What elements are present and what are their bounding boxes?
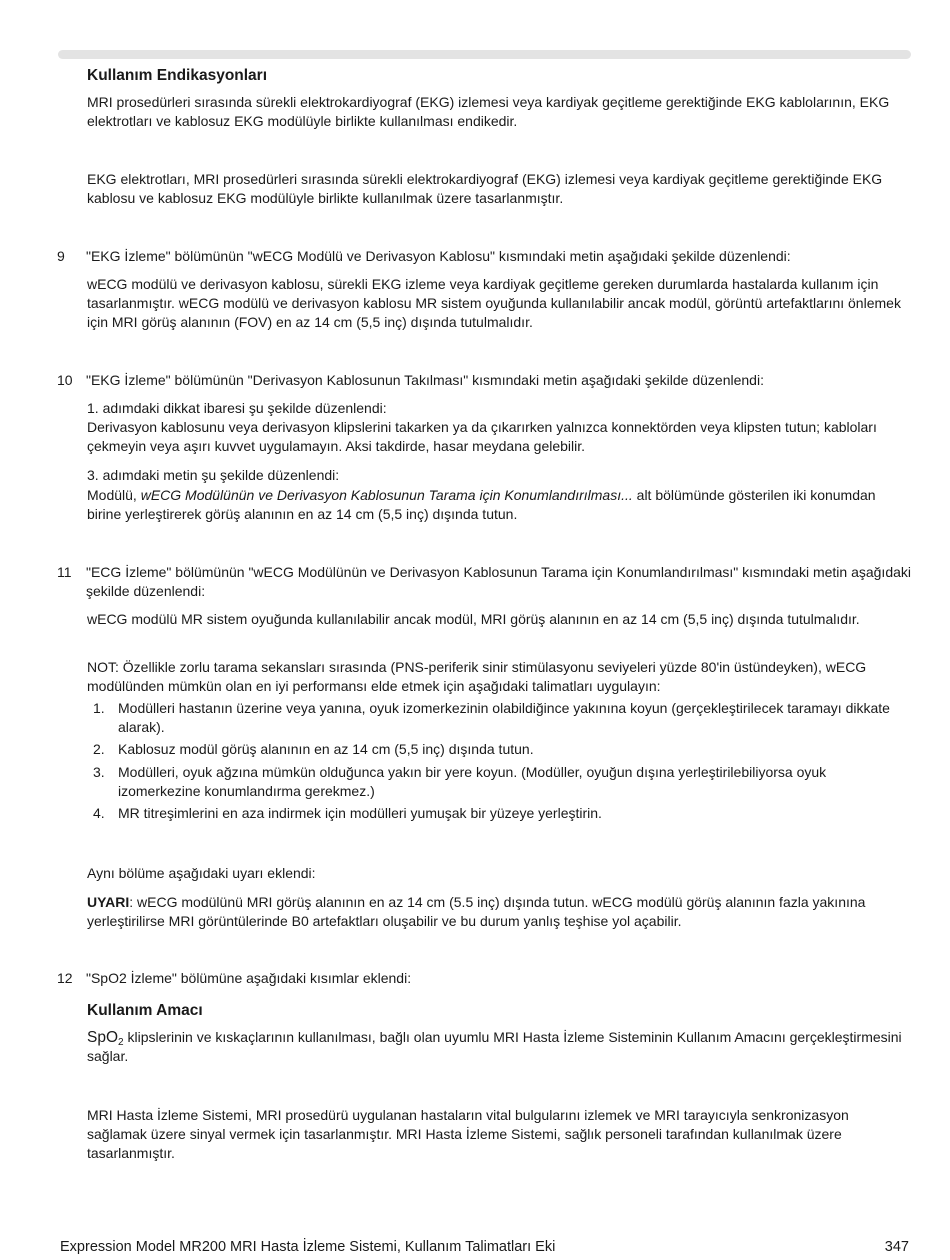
item-10-step1-text: Derivasyon kablosunu veya derivasyon klipslerini takarken ya da çıkarırken yalnızca konnektörden veya klipsten tutun; kabloları çekmeyin veya aşırı kuvvet uygulamayın. Aksi takdirde, hasar meydana gelebilir. <box>87 419 877 454</box>
item-11-note: NOT: Özellikle zorlu tarama sekansları sırasında (PNS-periferik sinir stimülasyonu seviyeleri yüzde 80'in üstündeyken), wECG modülünden mümkün olan en iyi performansı elde etmek için aşağıdaki talimatları uygulayın: <box>87 659 867 694</box>
paragraph-spo2-use: SpO$_2$ klipslerinin ve kıskaçlarının kullanılması, bağlı olan uyumlu MRI Hasta İzleme Sisteminin Kullanım Amacını gerçekleştirmesini sağlar. <box>87 1029 902 1064</box>
warning-text: UYARI: wECG modülünü MRI görüş alanının en az 14 cm (5.5 inç) dışında tutun. wECG modülü görüş alanının fazla yakınına yerleştirilirse MRI görüntülerinde B0 artefaktları oluşabilir ve bu durum yanlış teşhise yol açabilir. <box>87 894 866 929</box>
item-11-body: wECG modülü MR sistem oyuğunda kullanılabilir ancak modül, MRI görüş alanının en az 14 cm (5,5 inç) dışında tutulmalıdır. <box>87 611 860 627</box>
item-number-12: 12 <box>57 970 73 986</box>
item-10-step3-intro: 3. adımdaki metin şu şekilde düzenlendi: <box>87 467 340 483</box>
heading-intended-use: Kullanım Amacı <box>87 1002 203 1019</box>
footer-title: Expression Model MR200 MRI Hasta İzleme Sistemi, Kullanım Talimatları Eki <box>60 1239 556 1255</box>
item-number-11: 11 <box>57 564 72 580</box>
item-number-10: 10 <box>57 372 73 388</box>
paragraph-electrodes: EKG elektrotları, MRI prosedürleri sırasında sürekli elektrokardiyograf (EKG) izlemesi veya kardiyak geçitleme gerektiğinde EKG kablosu ve kablosuz EKG modülüyle birlikte kullanılmak üzere tasarlanmıştır. <box>87 171 883 206</box>
warning-label: UYARI <box>87 894 130 910</box>
item-10-step1-intro: 1. adımdaki dikkat ibaresi şu şekilde düzenlendi: <box>87 400 387 416</box>
heading-indications: Kullanım Endikasyonları <box>87 67 268 84</box>
paragraph-indications: MRI prosedürleri sırasında sürekli elektrokardiyograf (EKG) izlemesi veya kardiyak geçitleme gerektiğinde EKG kablolarının, EKG elektrotları ve kablosuz EKG modülüyle birlikte kullanılması endikedir. <box>87 94 890 129</box>
paragraph-monitoring-system: MRI Hasta İzleme Sistemi, MRI prosedürü uygulanan hastaların vital bulgularını izlemek ve MRI tarayıcıyla senkronizasyon sağlamak üzere sinyal vermek için tasarlanmıştır. MRI Hasta İzleme Sistemi, sağlık personeli tarafından kullanılmak üzere tasarlanmıştır. <box>87 1107 849 1161</box>
item-9-body: wECG modülü ve derivasyon kablosu, sürekli EKG izleme veya kardiyak geçitleme gereken durumlarda hastalarda kullanım için tasarlanmıştır. wECG modülü ve derivasyon kablosu MR sistem oyuğunda kullanılabilir ancak modül, görüntü artefaktlarını önlemek için MRI görüş alanının (FOV) en az 14 cm (5,5 inç) dışında tutulmalıdır. <box>87 276 901 330</box>
item-number-9: 9 <box>57 248 65 264</box>
warning-intro: Aynı bölüme aşağıdaki uyarı eklendi: <box>87 865 316 881</box>
item-11-text: "ECG İzleme" bölümünün "wECG Modülünün ve Derivasyon Kablosunun Tarama için Konumlandırılması" kısmındaki metin aşağıdaki şekilde düzenlendi: <box>86 564 912 599</box>
header-bar <box>58 50 911 59</box>
page-number: 347 <box>884 1239 909 1255</box>
item-10-text: "EKG İzleme" bölümünün "Derivasyon Kablosunun Takılması" kısmındaki metin aşağıdaki şekilde düzenlendi: <box>86 372 764 388</box>
item-9-text: "EKG İzleme" bölümünün "wECG Modülü ve Derivasyon Kablosu" kısmındaki metin aşağıdaki şekilde düzenlendi: <box>86 248 791 264</box>
item-12-text: "SpO2 İzleme" bölümüne aşağıdaki kısımlar eklendi: <box>86 970 412 986</box>
section-reference: wECG Modülünün ve Derivasyon Kablosunun Tarama için Konumlandırılması... <box>140 487 633 503</box>
item-10-step3-text: Modülü, wECG Modülünün ve Derivasyon Kablosunun Tarama için Konumlandırılması... alt bölümünde gösterilen iki konumdan birine yerleştirerek görüş alanının en az 14 cm (5,5 inç) dışında tutun. <box>87 487 876 522</box>
